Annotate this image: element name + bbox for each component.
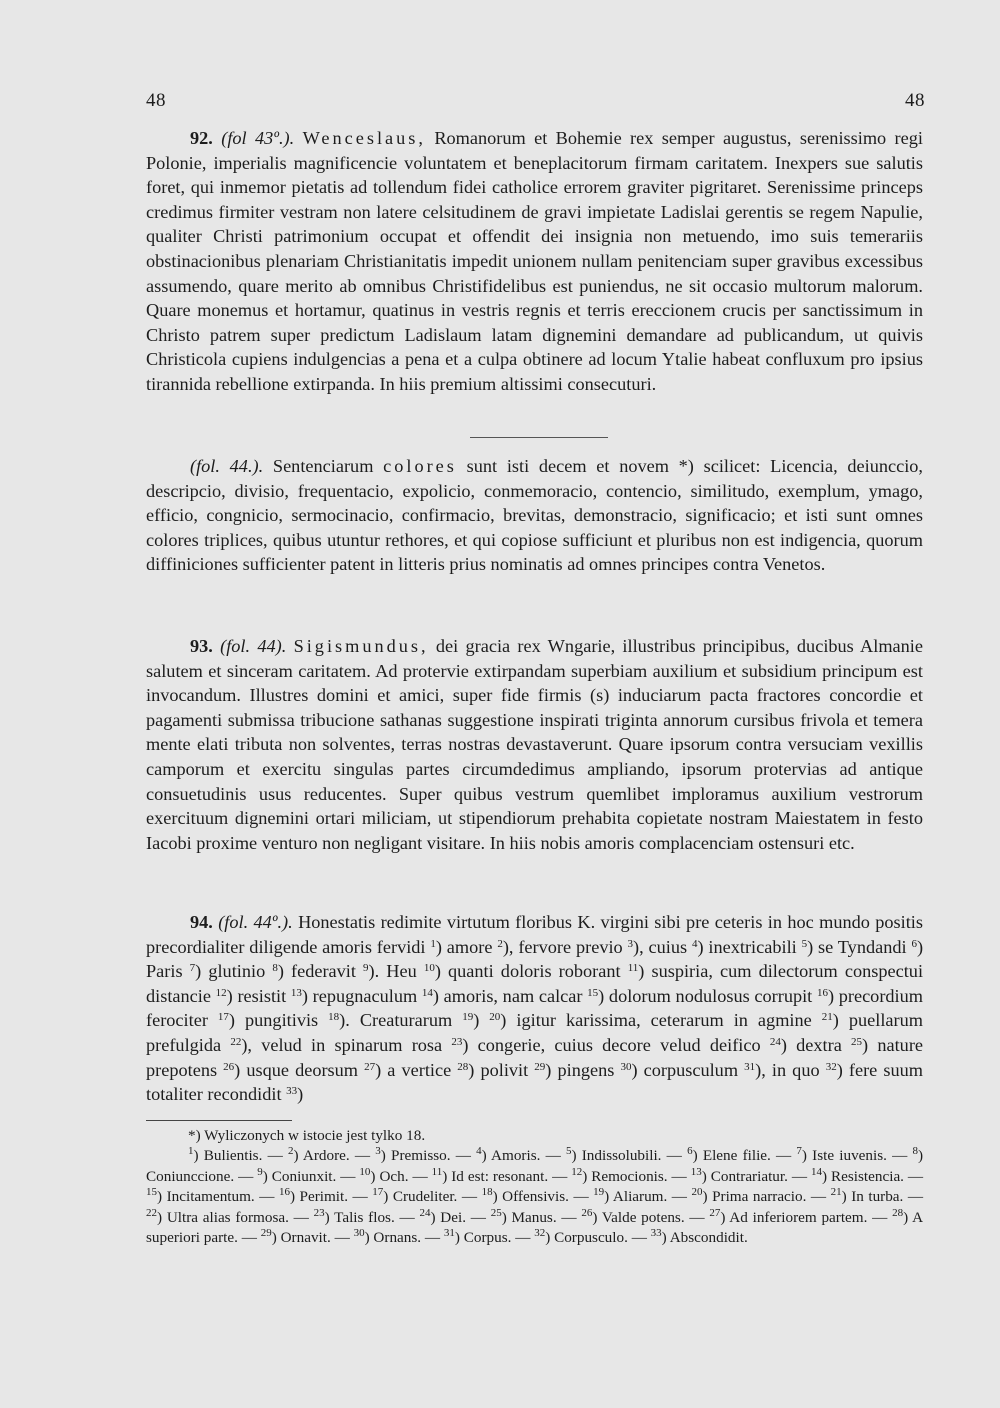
footnote-number: 10	[359, 1165, 371, 1178]
footnote-number: 6	[687, 1145, 693, 1158]
footnote-number: 16	[278, 1186, 290, 1199]
document-text: ). Creaturarum	[339, 1010, 463, 1031]
sender-name: Sigismundus,	[293, 636, 429, 656]
document-94	[146, 910, 923, 1107]
document-93	[146, 634, 923, 855]
footnote-text: Indissolubili.	[581, 1147, 662, 1165]
footnote-item: $^{25}$) Manus.	[490, 1206, 557, 1226]
document-text: ) usque deorsum	[234, 1059, 365, 1080]
footnote-marker: 27	[364, 1060, 376, 1073]
document-text: ) quanti doloris roborant	[434, 961, 628, 982]
footnote-text: A superiori parte.	[146, 1208, 924, 1247]
document-number: 93.	[190, 636, 213, 656]
document-text: ) fere suum totaliter recondidit	[146, 1059, 923, 1105]
footnote-number: 20	[691, 1186, 703, 1199]
document-text: Honestatis redimite virtutum floribus K. virgini sibi pre ceteris in hoc mundo positis precordialiter diligende amoris fervidi	[146, 912, 923, 957]
document-text: Romanorum et Bohemie rex semper augustus, serenissimo regi Polonie, imperialis magnificencie voluntatem et beneplacitorum firmam caritatem. Inexpers sue salutis foret, qui inmemor pietatis ad tollendum fidei catholice errorem graviter pigritaret. Serenissime princeps credimus firmiter vestram non latere celsitudinem de gravi impietate Ladislai gerentis se regem Napulie, qualiter Christi patrimonium occupat et offendit dei insignia non metuendo, imo suis temerariis obstinacionibus plenariam Christianitatis impedit unionem nullam penitenciam super gravibus excessibus assumendo, quare merito ab omnibus Christifidelibus est puniendus, ne sit occasio multorum malorum. Quare monemus et hortamur, quatinus in vestris regnis et terris ereccionem crucis per sanctissimum in Christo patrem super predictum Ladislaum latam dignemini demandare ad publicandum, ut quivis Christicola cupiens indulgencias a pena et a culpa obtinere ad locum Ytalie habeat confluxum pro ipsius tirannida rebellione extirpanda. In hiis premium altissimi consecuturi.	[146, 128, 923, 394]
document-text: ) polivit	[468, 1059, 535, 1080]
footnote-text: Ultra alias formosa.	[166, 1208, 289, 1226]
footnote-item: $^{14}$) Resistencia.	[811, 1165, 904, 1185]
footnote-list: $^1$) Bulientis. — $^2$) Ardore. — $^3$) Premisso. — $^4$) Amoris. — $^5$) Indissolubili. — $^6$) Elene filie. — $^7$) Iste iuvenis. — $^8$) Coniunccione. — $^9$) Coniunxit. — $^{10}$) Och. — $^{11}$) Id est: resonant. — $^{12}$) Remocionis. — $^{13}$) Contrariatur. — $^{14}$) Resistencia. — $^{15}$) Incitamentum. — $^{16}$) Perimit. — $^{17}$) Crudeliter. — $^{18}$) Offensivis. — $^{19}$) Aliarum. — $^{20}$) Prima narracio. — $^{21}$) In turba. — $^{22}$) Ultra alias formosa. — $^{23}$) Talis flos. — $^{24}$) Dei. — $^{25}$) Manus. — $^{26}$) Valde potens. — $^{27}$) Ad inferiorem partem. — $^{28}$) A superiori parte. — $^{29}$) Ornavit. — $^{30}$) Ornans. — $^{31}$) Corpus. — $^{32}$) Corpusculo. — $^{33}$) Abscondidit.	[146, 1145, 924, 1247]
document-text: ), velud in spinarum rosa	[241, 1034, 452, 1055]
footnote-item: $^{19}$) Aliarum.	[593, 1186, 668, 1206]
footnote-marker: 7	[189, 962, 196, 975]
footnote-number: 31	[443, 1227, 455, 1240]
footnote-marker: 32	[825, 1060, 837, 1073]
footnote-item: $^5$) Indissolubili.	[565, 1145, 662, 1165]
document-text: )	[297, 1084, 304, 1105]
footnote-marker: 13	[290, 986, 302, 999]
footnote-text: Ornans.	[373, 1229, 422, 1247]
footnote-text: Talis flos.	[334, 1208, 395, 1226]
footnote-marker: 3	[627, 937, 634, 950]
page-number-right: 48	[905, 90, 925, 111]
footnote-marker: 17	[217, 1011, 229, 1024]
footnote-marker: 24	[769, 1035, 781, 1048]
footnote-item: $^8$) Coniunccione.	[146, 1145, 924, 1185]
footnote-text: Resistencia.	[831, 1167, 904, 1185]
footnote-text: Offensivis.	[502, 1188, 569, 1206]
document-text: ) pungitivis	[228, 1010, 329, 1031]
footnote-number: 30	[353, 1227, 365, 1240]
document-text: )	[473, 1010, 490, 1031]
document-92	[146, 126, 923, 397]
footnote-item: $^{13}$) Contrariatur.	[690, 1165, 788, 1185]
section-text: sunt isti decem et novem *) scilicet: Licencia, deiunccio, descripcio, divisio, frequentacio, expolicio, conmemoracio, contencio, similitudo, exemplum, ymago, efficio, congnicio, sermocinacio, confirmacio, brevitas, demonstracio, significacio; et isti sunt omnes colores triplices, quibus utuntur rethores, et qui copiose sufficiunt et pluribus non est indigencia, quorum diffiniciones sufficienter patent in litteris prius nominatis ad omnes principes contra Venetos.	[146, 456, 923, 575]
footnote-text: Incitamentum.	[166, 1188, 255, 1206]
footnote-item: $^{22}$) Ultra alias formosa.	[146, 1206, 289, 1226]
footnote-marker: 29	[534, 1060, 546, 1073]
footnote-text: Premisso.	[391, 1147, 451, 1165]
footnote-text: Corpusculo.	[554, 1229, 628, 1247]
footnote-number: 7	[796, 1145, 802, 1158]
document-93-paragraph	[146, 634, 923, 855]
footnote-number: 27	[709, 1206, 721, 1219]
footnote-marker: 9	[363, 962, 369, 975]
footnote-marker: 33	[286, 1085, 298, 1098]
footnote-number: 13	[690, 1165, 702, 1178]
footnote-text: Amoris.	[491, 1147, 541, 1165]
footnote-item: $^3$) Premisso.	[375, 1145, 451, 1165]
document-text: ) nature prepotens	[146, 1034, 924, 1080]
footnote-text: Abscondidit.	[669, 1229, 748, 1247]
footnote-number: 18	[481, 1186, 493, 1199]
footnote-number: 4	[476, 1145, 482, 1158]
footnote-marker: 20	[489, 1011, 501, 1024]
footnote-text: Aliarum.	[612, 1188, 668, 1206]
footnote-marker: 12	[215, 986, 227, 999]
footnote-item: $^{23}$) Talis flos.	[313, 1206, 395, 1226]
footnote-text: Elene filie.	[702, 1147, 771, 1165]
document-text: ) congerie, cuius decore velud deifico	[462, 1034, 770, 1055]
document-text: ), in quo	[755, 1059, 826, 1080]
document-text: ) resistit	[226, 985, 291, 1006]
footnote-item: $^7$) Iste iuvenis.	[796, 1145, 887, 1165]
document-text: ) suspiria, cum dilectorum conspectui distancie	[146, 961, 924, 1006]
footnote-item: $^{28}$) A superiori parte.	[146, 1206, 924, 1247]
document-text: ) glutinio	[195, 961, 273, 982]
document-number: 94.	[190, 912, 213, 932]
page-number-left: 48	[146, 90, 166, 111]
footnote-item: $^{15}$) Incitamentum.	[146, 1186, 255, 1206]
folio-reference: (fol. 44).	[220, 636, 287, 656]
footnote-item: $^{16}$) Perimit.	[278, 1186, 349, 1206]
footnote-item: $^{30}$) Ornans.	[353, 1227, 422, 1247]
footnote-marker: 5	[801, 937, 808, 950]
document-text: ) federavit	[277, 961, 364, 982]
document-text: dei gracia rex Wngarie, illustribus principibus, ducibus Almanie salutem et sinceram caritatem. Ad protervie extirpandam superbiam auxilium et subsidium principum est invocandum. Illustres domini et amici, super fide firmis (s) induciarum pacta fractores concordie et pagamenti submissa tribucione sathanas suggestione inspirati triginta annorum cursibus frivola et temera mente elati tributa non solventes, terras nostras devastaverunt. Quare ipsorum contra versuciam vexillis camporum et exercitu singulas partes circumdedimus ampliando, ipsorum protervias ad antique consuetudinis usus reducentes. Super quibus vestrum quemlibet imploramus auxilium vestrorum exercituum dignemini ortari miliciam, ut stipendiorum prehabita copietate nostram Maiestatem in festo Iacobi proxime venturo non negligant visitare. In hiis nobis amoris complacenciam ostensuri etc.	[146, 636, 923, 853]
document-text: ) amore	[435, 936, 498, 957]
document-94-paragraph	[146, 910, 923, 1107]
footnote-number: 32	[534, 1227, 546, 1240]
footnote-number: 14	[811, 1165, 822, 1178]
footnote-text: Ardore.	[302, 1147, 350, 1165]
footnote-item: $^9$) Coniunxit.	[257, 1165, 337, 1185]
footnote-number: 12	[571, 1165, 583, 1178]
footnote-item: $^{24}$) Dei.	[419, 1206, 466, 1226]
footnote-item: $^{11}$) Id est: resonant.	[431, 1165, 549, 1185]
footnote-marker: 8	[272, 962, 278, 975]
footnote-marker: 18	[328, 1011, 340, 1024]
footnote-number: 3	[375, 1145, 381, 1158]
footnote-marker: 2	[497, 937, 503, 950]
footnote-marker: 21	[821, 1011, 833, 1024]
footnote-text: Perimit.	[299, 1188, 349, 1206]
footnote-number: 17	[372, 1186, 384, 1199]
footnote-text: Dei.	[440, 1208, 466, 1226]
sentenciarum-section	[146, 454, 923, 577]
footnote-marker: 15	[587, 986, 599, 999]
footnote-text: Och.	[379, 1167, 409, 1185]
footnote-marker: 4	[691, 937, 698, 950]
footnote-item: $^4$) Amoris.	[476, 1145, 541, 1165]
footnote-item: $^6$) Elene filie.	[687, 1145, 771, 1165]
footnote-text: Ad inferiorem partem.	[729, 1208, 868, 1226]
footnote-item: $^{20}$) Prima narracio.	[691, 1186, 807, 1206]
section-text-start: Sentenciarum	[263, 456, 384, 476]
footnote-number: 9	[257, 1165, 263, 1178]
footnote-text: In turba.	[851, 1188, 904, 1206]
footnote-item: $^{29}$) Ornavit.	[260, 1227, 331, 1247]
footnote-marker: 16	[816, 986, 828, 999]
document-text: ) puellarum prefulgida	[146, 1010, 923, 1055]
footnote-text: Bulientis.	[203, 1147, 263, 1165]
footnote-number: 1	[188, 1145, 194, 1158]
footnote-item: $^{10}$) Och.	[359, 1165, 409, 1185]
footnote-number: 21	[830, 1186, 842, 1199]
spaced-word: colores	[383, 456, 457, 476]
footnote-item: $^{33}$) Abscondidit.	[650, 1227, 748, 1247]
footnote-text: Valde potens.	[601, 1208, 685, 1226]
footnote-marker: 26	[223, 1060, 235, 1073]
footnote-number: 5	[565, 1145, 572, 1158]
footnote-text: Iste iuvenis.	[812, 1147, 887, 1165]
footnote-text: Crudeliter.	[392, 1188, 458, 1206]
footnote-rule	[146, 1120, 292, 1121]
document-number: 92.	[190, 128, 213, 148]
running-header	[146, 90, 925, 112]
footnote-marker: 19	[462, 1011, 474, 1024]
folio-reference: (fol 43º.).	[221, 128, 295, 148]
section-divider	[470, 437, 608, 438]
footnote-number: 11	[431, 1165, 443, 1178]
footnote-item: $^{26}$) Valde potens.	[581, 1206, 685, 1226]
footnote-item: $^{32}$) Corpusculo.	[534, 1227, 628, 1247]
document-text: ) se Tyndandi	[807, 936, 912, 957]
footnotes	[146, 1126, 923, 1248]
footnote-text: Prima narracio.	[712, 1188, 807, 1206]
folio-reference: (fol. 44.).	[190, 456, 264, 476]
footnote-marker: 28	[457, 1060, 469, 1073]
document-text: ) Paris	[146, 936, 924, 982]
footnote-asterisk: *) Wyliczonych w istocie jest tylko 18.	[188, 1127, 426, 1144]
footnote-number: 19	[593, 1186, 605, 1199]
sender-name: Wenceslaus,	[302, 128, 426, 148]
footnote-marker: 31	[744, 1060, 756, 1073]
document-text: ). Heu	[368, 961, 424, 982]
footnote-item: $^{21}$) In turba.	[830, 1186, 904, 1206]
footnote-text: Id est: resonant.	[451, 1167, 549, 1185]
footnote-number: 23	[313, 1206, 325, 1219]
footnote-text: Corpus.	[463, 1229, 512, 1247]
footnote-item: $^{31}$) Corpus.	[443, 1227, 512, 1247]
footnote-number: 25	[490, 1206, 502, 1219]
footnote-text: Remocionis.	[591, 1167, 668, 1185]
footnote-marker: 11	[627, 962, 639, 975]
document-text: ) igitur karissima, ceterarum in agmine	[500, 1010, 822, 1031]
document-text: ) dextra	[780, 1034, 852, 1055]
footnote-text: Coniunxit.	[271, 1167, 337, 1185]
footnote-number: 33	[650, 1227, 662, 1240]
footnote-item: $^2$) Ardore.	[287, 1145, 350, 1165]
footnote-marker: 30	[620, 1060, 632, 1073]
footnote-number: 8	[912, 1145, 919, 1158]
footnote-item: $^1$) Bulientis.	[188, 1145, 263, 1165]
footnote-marker: 1	[430, 937, 436, 950]
footnote-marker: 22	[230, 1035, 242, 1048]
footnote-marker: 23	[451, 1035, 463, 1048]
footnote-number: 24	[419, 1206, 431, 1219]
footnote-item: $^{27}$) Ad inferiorem partem.	[709, 1206, 868, 1226]
folio-reference: (fol. 44º.).	[218, 912, 293, 932]
footnote-number: 2	[287, 1145, 294, 1158]
footnote-marker: 25	[851, 1035, 863, 1048]
footnote-number: 28	[892, 1206, 904, 1219]
footnote-marker: 14	[421, 986, 433, 999]
footnote-marker: 6	[911, 937, 917, 950]
document-92-paragraph	[146, 126, 923, 397]
footnote-item: $^{17}$) Crudeliter.	[372, 1186, 458, 1206]
document-text: ), cuius	[633, 936, 692, 957]
document-text: ) pingens	[545, 1059, 621, 1080]
footnote-text: Manus.	[511, 1208, 557, 1226]
document-text: ) repugnaculum	[301, 985, 422, 1006]
footnote-number: 15	[146, 1186, 157, 1199]
document-text: ) inextricabili	[697, 936, 802, 957]
footnote-text: Coniunccione.	[146, 1167, 235, 1185]
document-text: ) precordium ferociter	[146, 985, 923, 1031]
footnote-item: $^{18}$) Offensivis.	[481, 1186, 569, 1206]
footnote-marker: 10	[423, 962, 435, 975]
document-text: ), fervore previo	[502, 936, 628, 957]
document-text: ) corpusculum	[631, 1059, 745, 1080]
footnote-number: 29	[260, 1227, 272, 1240]
footnote-item: $^{12}$) Remocionis.	[571, 1165, 668, 1185]
sentenciarum-paragraph	[146, 454, 923, 577]
footnote-text: Contrariatur.	[710, 1167, 788, 1185]
footnote-text: Ornavit.	[280, 1229, 331, 1247]
footnote-number: 22	[146, 1206, 157, 1219]
document-text: ) amoris, nam calcar	[432, 985, 588, 1006]
document-text: ) a vertice	[375, 1059, 458, 1080]
document-text: ) dolorum nodulosus corrupit	[598, 985, 817, 1006]
footnote-number: 26	[581, 1206, 593, 1219]
